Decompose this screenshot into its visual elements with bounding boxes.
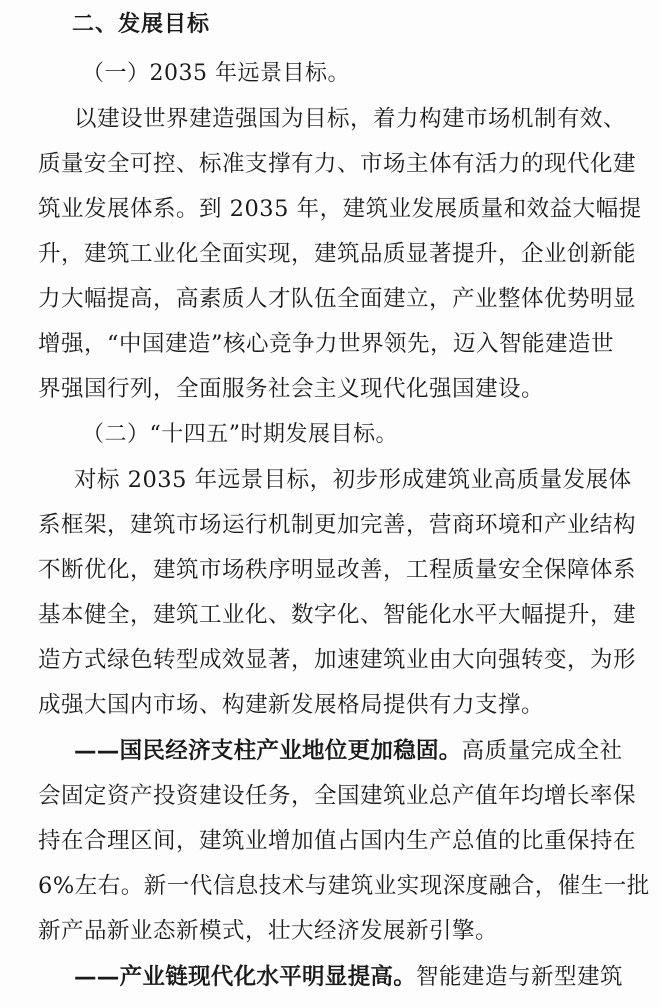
goal-title-economic-pillar: ——国民经济支柱产业地位更加稳固。 [74,738,462,764]
paragraph-line: 筑业发展体系。到 2035 年，建筑业发展质量和效益大幅提 [38,196,642,222]
paragraph-line: 会固定资产投资建设任务，全国建筑业总产值年均增长率保 [38,783,637,809]
section-heading: 二、发展目标 [72,12,211,37]
paragraph-line: 造方式绿色转型成效显著，加速建筑业由大向强转变，为形 [38,647,637,673]
paragraph-line: 以建设世界建造强国为目标，着力构建市场机制有效、 [74,106,627,132]
paragraph-line: 界强国行列，全面服务社会主义现代化强国建设。 [38,376,545,402]
paragraph-line: 成强大国内市场、构建新发展格局提供有力支撑。 [38,692,545,718]
paragraph-line: 新产品新业态新模式，壮大经济发展新引擎。 [38,918,499,944]
paragraph-line: 持在合理区间，建筑业增加值占国内生产总值的比重保持在 [38,828,637,854]
goal-text: 智能建造与新型建筑 [416,964,624,990]
goal-title-industry-chain: ——产业链现代化水平明显提高。 [74,964,417,990]
goal-text: 高质量完成全社 [461,738,623,764]
goal-paragraph-first-line [74,962,660,992]
paragraph-line: 系框架，建筑市场运行机制更加完善，营商环境和产业结构 [38,512,637,538]
subsection-title-14th-five-year: （二）“十四五”时期发展目标。 [82,422,398,447]
paragraph-line: 质量安全可控、标准支撑有力、市场主体有活力的现代化建 [38,151,637,177]
paragraph-line: 基本健全，建筑工业化、数字化、智能化水平大幅提升，建 [38,602,637,628]
paragraph-line: 增强，“中国建造”核心竞争力世界领先，迈入智能建造世 [38,331,615,357]
paragraph-line: 6%左右。新一代信息技术与建筑业实现深度融合，催生一批 [38,873,650,899]
paragraph-line: 力大幅提高，高素质人才队伍全面建立，产业整体优势明显 [38,286,637,312]
paragraph-line: 升，建筑工业化全面实现，建筑品质显著提升，企业创新能 [38,241,637,267]
paragraph-line: 不断优化，建筑市场秩序明显改善，工程质量安全保障体系 [38,557,637,583]
paragraph-line: 对标 2035 年远景目标，初步形成建筑业高质量发展体 [74,467,632,493]
subsection-title-2035: （一）2035 年远景目标。 [82,61,350,86]
goal-paragraph-first-line [74,736,660,766]
